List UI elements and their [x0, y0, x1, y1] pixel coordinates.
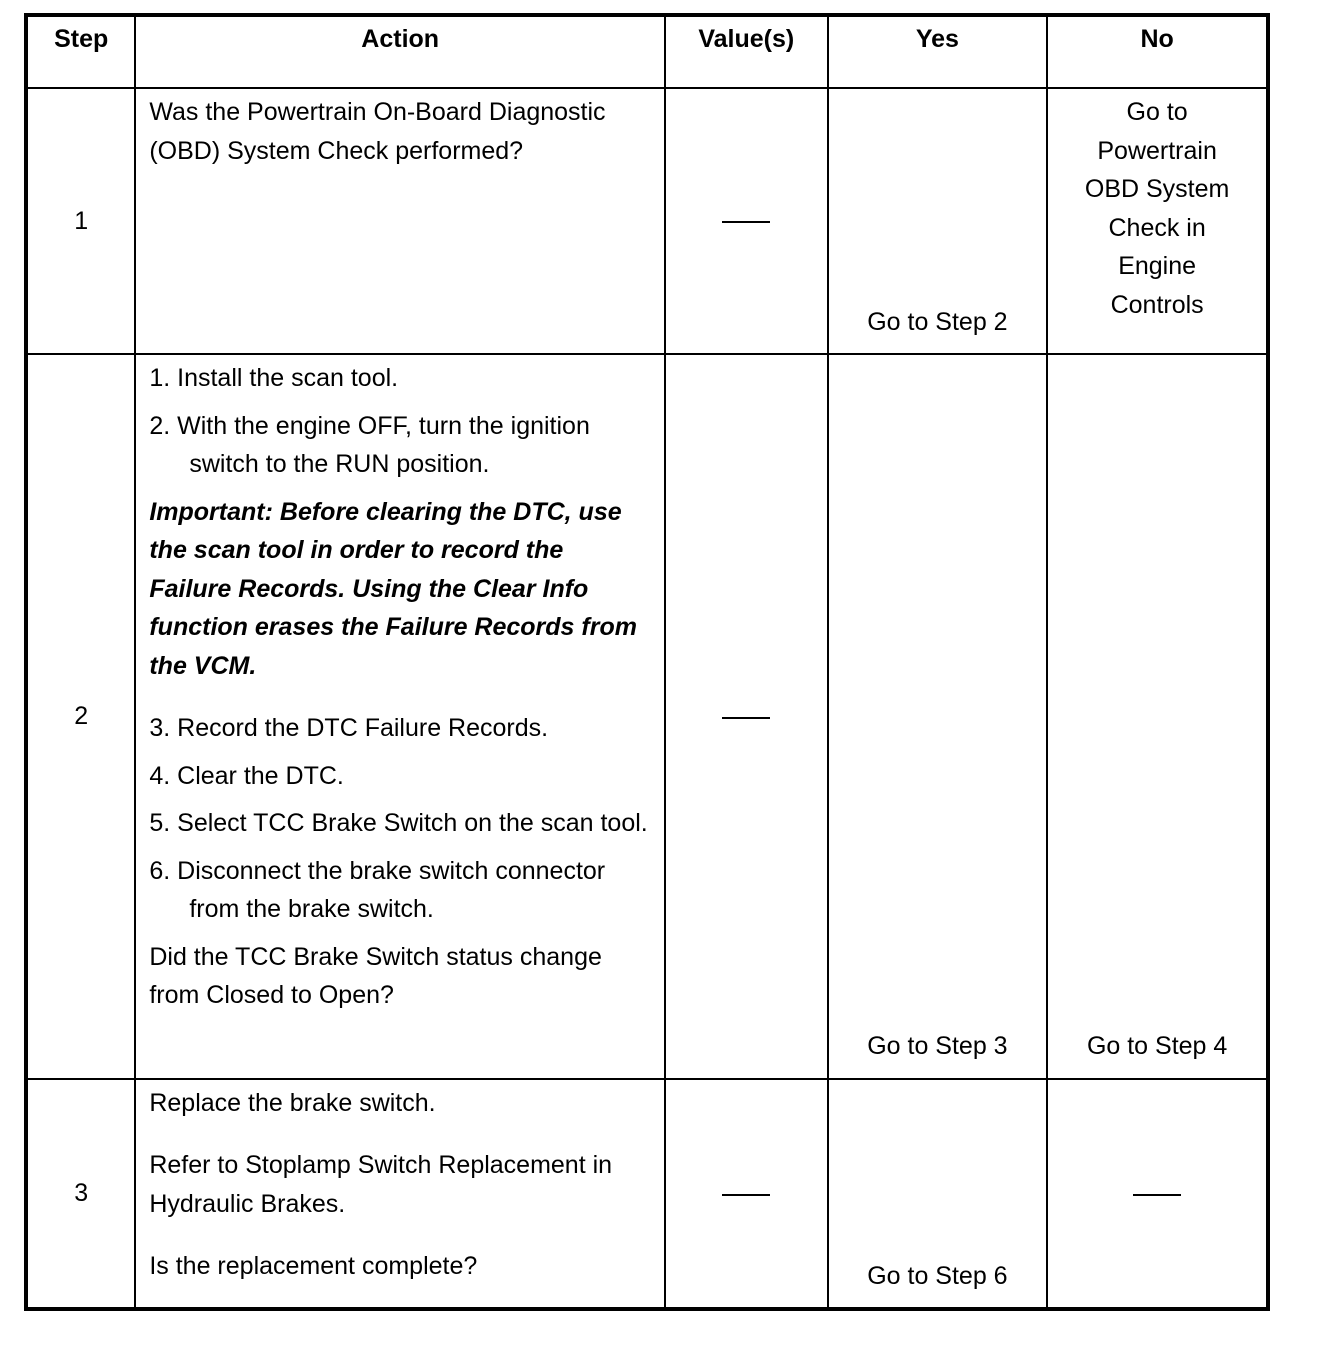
value-dash [722, 1194, 770, 1196]
action-reference: Refer to Stoplamp Switch Replacement in Hydraulic Brakes. [149, 1151, 613, 1218]
action-instruction: Replace the brake switch. [149, 1088, 436, 1117]
header-yes: Yes [828, 15, 1048, 88]
action-question: Is the replacement complete? [149, 1252, 478, 1281]
important-note: Important: Before clearing the DTC, use the scan tool in order to record the Failure Records. Using the Clear Info function erases the Failure Records from the VCM. [149, 497, 637, 680]
action-question: Did the TCC Brake Switch status change from Closed to Open? [149, 942, 602, 1010]
table-row [26, 1079, 1268, 1309]
header-values: Value(s) [665, 15, 828, 88]
value-cell [665, 88, 828, 354]
no-cell [1047, 1079, 1268, 1309]
no-cell: Go to Powertrain OBD System Check in Engine Controls [1047, 88, 1268, 354]
action-item: 1. Install the scan tool. [149, 364, 399, 393]
action-cell [135, 354, 665, 1079]
header-action: Action [135, 15, 665, 88]
action-item: 6. Disconnect the brake switch connector from the brake switch. [149, 856, 606, 924]
value-cell [665, 1079, 828, 1309]
step-number: 3 [26, 1079, 135, 1309]
value-dash [722, 717, 770, 719]
header-no: No [1047, 15, 1268, 88]
action-item: 4. Clear the DTC. [149, 761, 344, 790]
yes-cell: Go to Step 3 [828, 354, 1048, 1079]
step-number: 2 [26, 354, 135, 1079]
action-item: 5. Select TCC Brake Switch on the scan tool. [149, 809, 648, 838]
yes-cell: Go to Step 2 [828, 88, 1048, 354]
value-cell [665, 354, 828, 1079]
action-item: 3. Record the DTC Failure Records. [149, 714, 549, 743]
header-step: Step [26, 15, 135, 88]
action-text: Was the Powertrain On-Board Diagnostic (OBD) System Check performed? [149, 98, 606, 165]
diagnostic-table [24, 13, 1270, 1311]
no-dash [1133, 1194, 1181, 1196]
table-row [26, 88, 1268, 354]
step-number: 1 [26, 88, 135, 354]
action-item: 2. With the engine OFF, turn the ignition switch to the RUN position. [149, 411, 590, 479]
action-cell [135, 88, 665, 354]
no-cell: Go to Step 4 [1047, 354, 1268, 1079]
yes-cell: Go to Step 6 [828, 1079, 1048, 1309]
table-row [26, 354, 1268, 1079]
action-cell [135, 1079, 665, 1309]
header-row [26, 15, 1268, 88]
value-dash [722, 221, 770, 223]
